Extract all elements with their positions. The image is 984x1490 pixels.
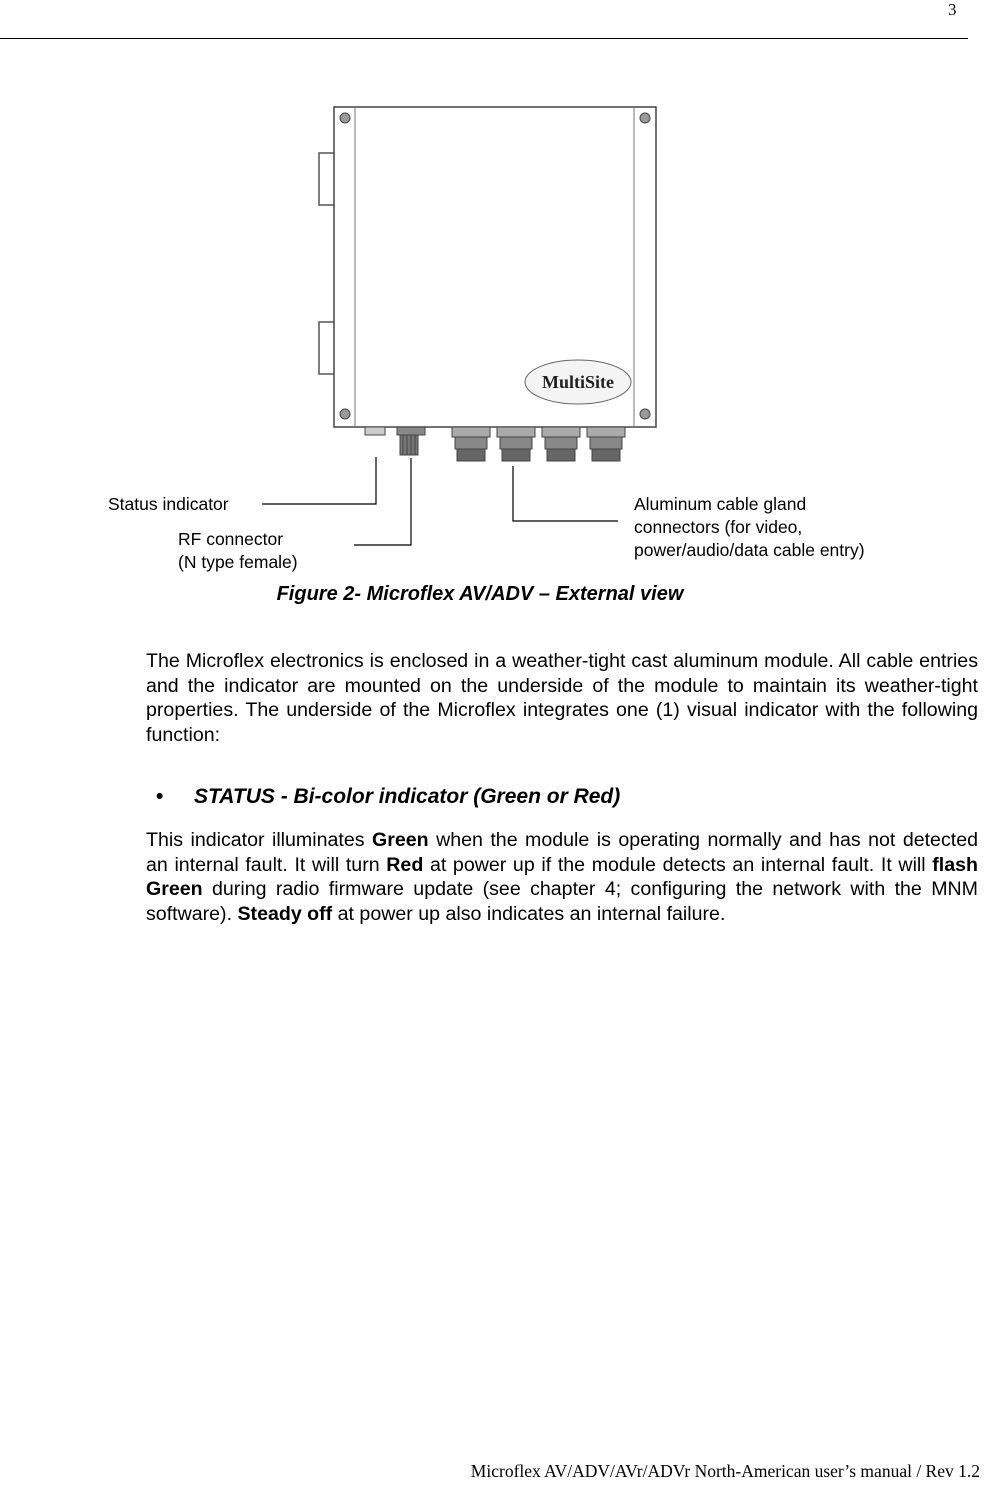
p2-red: Red: [386, 853, 424, 876]
header-rule: [0, 38, 968, 39]
logo-text: MultiSite: [542, 372, 614, 392]
page-footer: Microflex AV/ADV/AVr/ADVr North-American user’s manual / Rev 1.2: [470, 1461, 980, 1481]
rf-connector: [397, 427, 425, 455]
p2-green: Green: [371, 829, 429, 851]
p2-text-1: This indicator illuminates: [146, 829, 372, 851]
label-gland-line3: power/audio/data cable entry): [634, 540, 865, 560]
label-rf-connector-line1: RF connector: [178, 529, 284, 549]
leader-lines: [262, 457, 618, 545]
bullet-title: STATUS - Bi-color indicator (Green or Red): [194, 785, 621, 808]
p2-text-3: at power up if the module detects an internal fault. It will: [423, 853, 933, 876]
label-rf-connector-line2: (N type female): [178, 552, 298, 572]
hinge-tab-top: [319, 153, 335, 205]
page-number: 3: [948, 0, 957, 19]
p2-text-2: when the module is operating normally and has not detected an internal fault. It will turn: [146, 829, 978, 876]
figure-caption-text: Figure 2- Microflex AV/ADV – External view: [276, 583, 684, 605]
p2-flash-green: flash Green: [146, 853, 979, 900]
p2-text-4: during radio firmware update (see chapter 4; configuring the network with the MNM software).: [146, 878, 978, 925]
figure-caption: [0, 583, 984, 606]
bullet-symbol: •: [156, 785, 164, 808]
cable-glands: [452, 427, 625, 461]
label-gland-line1: Aluminum cable gland: [634, 494, 807, 514]
figure-external-view: [0, 100, 984, 590]
p2-text-5: at power up also indicates an internal failure.: [332, 902, 726, 925]
p2-steady-off: Steady off: [237, 902, 333, 925]
enclosure-illustration: [0, 100, 984, 590]
hinge-tab-bottom: [319, 322, 335, 374]
label-status-indicator: Status indicator: [108, 494, 229, 514]
status-description-paragraph: [146, 828, 978, 926]
intro-paragraph: The Microflex electronics is enclosed in a weather-tight cast aluminum module. All cable entries and the indicator are mounted on the underside of the module to maintain its weather-tight properties. The underside of the Microflex integrates one (1) visual indicator with the following function:: [146, 650, 978, 746]
status-indicator-nub: [365, 427, 385, 435]
label-gland-line2: connectors (for video,: [634, 517, 803, 537]
